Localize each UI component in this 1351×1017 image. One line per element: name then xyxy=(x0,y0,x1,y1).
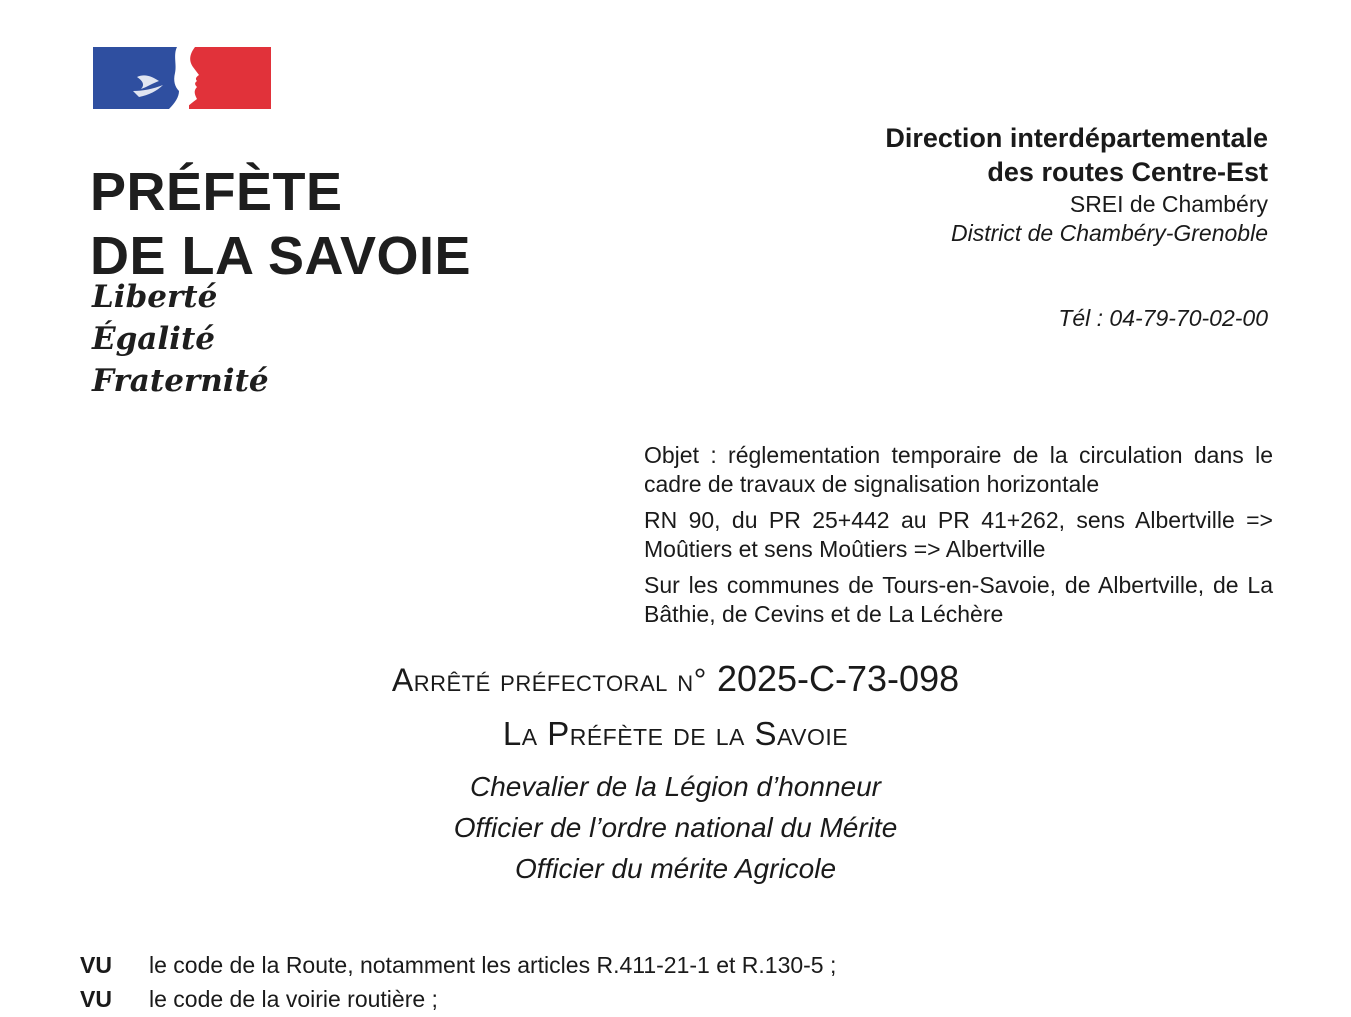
prefete-title: La Préfète de la Savoie xyxy=(502,715,849,752)
arrete-label: Arrêté préfectoral n° xyxy=(391,662,707,698)
vu-clauses xyxy=(80,948,836,1016)
issuing-service xyxy=(668,121,1268,247)
marianne-emblem-icon xyxy=(93,47,271,109)
vu-keyword: VU xyxy=(80,986,112,1012)
honour-item: Officier du mérite Agricole xyxy=(514,853,837,884)
vu-keyword: VU xyxy=(80,952,112,978)
object-paragraph: Objet : réglementation temporaire de la circulation dans le cadre de travaux de signalisation horizontale xyxy=(644,442,1273,497)
honour-item: Officier de l’ordre national du Mérite xyxy=(453,812,898,843)
marianne-logo xyxy=(93,47,271,109)
service-telephone: Tél : 04-79-70-02-00 xyxy=(1058,305,1268,331)
authority-name xyxy=(90,160,510,288)
object-block xyxy=(644,441,1273,636)
motto-egalite: Égalité xyxy=(92,321,215,357)
motto-liberte: Liberté xyxy=(92,279,218,315)
vu-clause xyxy=(80,948,836,982)
republic-motto xyxy=(92,276,269,402)
object-paragraph: Sur les communes de Tours-en-Savoie, de Albertville, de La Bâthie, de Cevins et de La Léchère xyxy=(644,572,1273,627)
authority-line1: PRÉFÈTE xyxy=(90,162,343,222)
authority-line2: DE LA SAVOIE xyxy=(90,226,472,286)
object-paragraph: RN 90, du PR 25+442 au PR 41+262, sens Albertville => Moûtiers et sens Moûtiers => Albertville xyxy=(644,507,1273,562)
service-line3: SREI de Chambéry xyxy=(1069,191,1268,217)
service-line1: Direction interdépartementale xyxy=(885,123,1268,153)
arrete-heading xyxy=(0,656,1351,703)
arrete-number: 2025-C-73-098 xyxy=(716,658,960,699)
vu-clause xyxy=(80,982,836,1016)
honours-list xyxy=(0,766,1351,889)
service-line4: District de Chambéry-Grenoble xyxy=(950,220,1268,246)
vu-text: le code de la voirie routière ; xyxy=(149,986,438,1012)
service-line2: des routes Centre-Est xyxy=(987,157,1268,187)
motto-fraternite: Fraternité xyxy=(92,363,269,399)
vu-text: le code de la Route, notamment les articles R.411-21-1 et R.130-5 ; xyxy=(149,952,837,978)
honour-item: Chevalier de la Légion d’honneur xyxy=(470,771,881,802)
